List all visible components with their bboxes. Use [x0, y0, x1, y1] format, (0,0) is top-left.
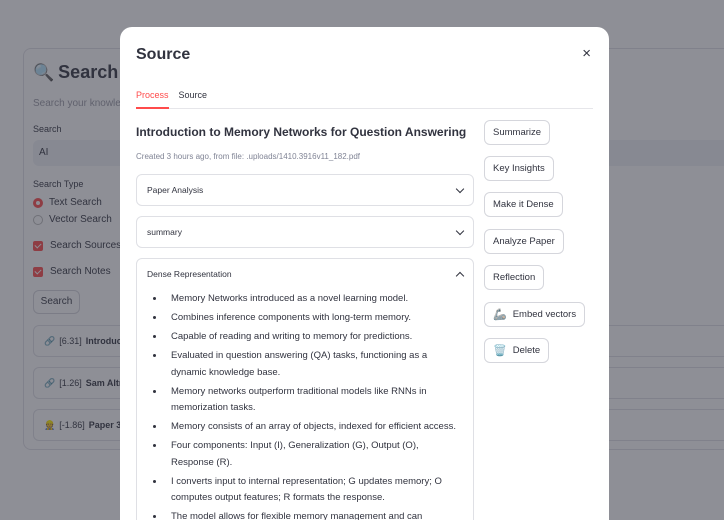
chevron-down-icon: [456, 226, 464, 234]
make-it-dense-button[interactable]: Make it Dense: [484, 192, 563, 217]
expander-header[interactable]: Paper Analysis: [137, 175, 473, 205]
list-item: • I converts input to internal representation; G updates memory; O computes output features; R formats the response.: [165, 474, 461, 507]
document-meta: Created 3 hours ago, from file: .uploads/1410.3916v11_182.pdf: [136, 152, 361, 161]
tab-source[interactable]: Source: [178, 90, 208, 100]
trash-icon: 🗑️: [493, 345, 507, 357]
list-item: • The model allows for flexible memory management and can: [165, 509, 461, 520]
tab-bar: [136, 87, 593, 109]
reflection-button[interactable]: Reflection: [484, 265, 544, 290]
chevron-up-icon: [456, 271, 464, 279]
bullet-list: [165, 291, 461, 520]
delete-button[interactable]: 🗑️ Delete: [484, 338, 549, 363]
expander-header[interactable]: summary: [137, 217, 473, 247]
expander-header[interactable]: Dense Representation: [137, 259, 473, 289]
analyze-paper-button[interactable]: Analyze Paper: [484, 229, 564, 254]
summarize-button[interactable]: Summarize: [484, 120, 550, 145]
list-item: • Combines inference components with long-term memory.: [165, 310, 461, 327]
chevron-down-icon: [456, 184, 464, 192]
expander-dense-representation[interactable]: [136, 258, 474, 520]
list-item: • Memory networks outperform traditional models like RNNs in memorization tasks.: [165, 384, 461, 417]
list-item: • Four components: Input (I), Generalization (G), Output (O), Response (R).: [165, 438, 461, 471]
list-item: • Capable of reading and writing to memory for predictions.: [165, 329, 461, 346]
list-item: • Memory consists of an array of objects, indexed for efficient access.: [165, 419, 461, 436]
tab-process[interactable]: Process: [136, 87, 169, 109]
close-icon[interactable]: ×: [582, 45, 591, 62]
expander-summary[interactable]: [136, 216, 474, 248]
list-item: • Memory Networks introduced as a novel learning model.: [165, 291, 461, 308]
flexed-arm-icon: 🦾: [493, 309, 507, 321]
embed-vectors-button[interactable]: 🦾 Embed vectors: [484, 302, 585, 327]
content-column: [136, 125, 474, 161]
list-item: • Evaluated in question answering (QA) tasks, functioning as a dynamic knowledge base.: [165, 348, 461, 381]
source-dialog: [120, 27, 609, 520]
expander-body: [137, 289, 473, 520]
expander-paper-analysis[interactable]: [136, 174, 474, 206]
document-title: Introduction to Memory Networks for Question Answering: [136, 125, 467, 139]
key-insights-button[interactable]: Key Insights: [484, 156, 554, 181]
dialog-title: Source: [136, 46, 191, 63]
